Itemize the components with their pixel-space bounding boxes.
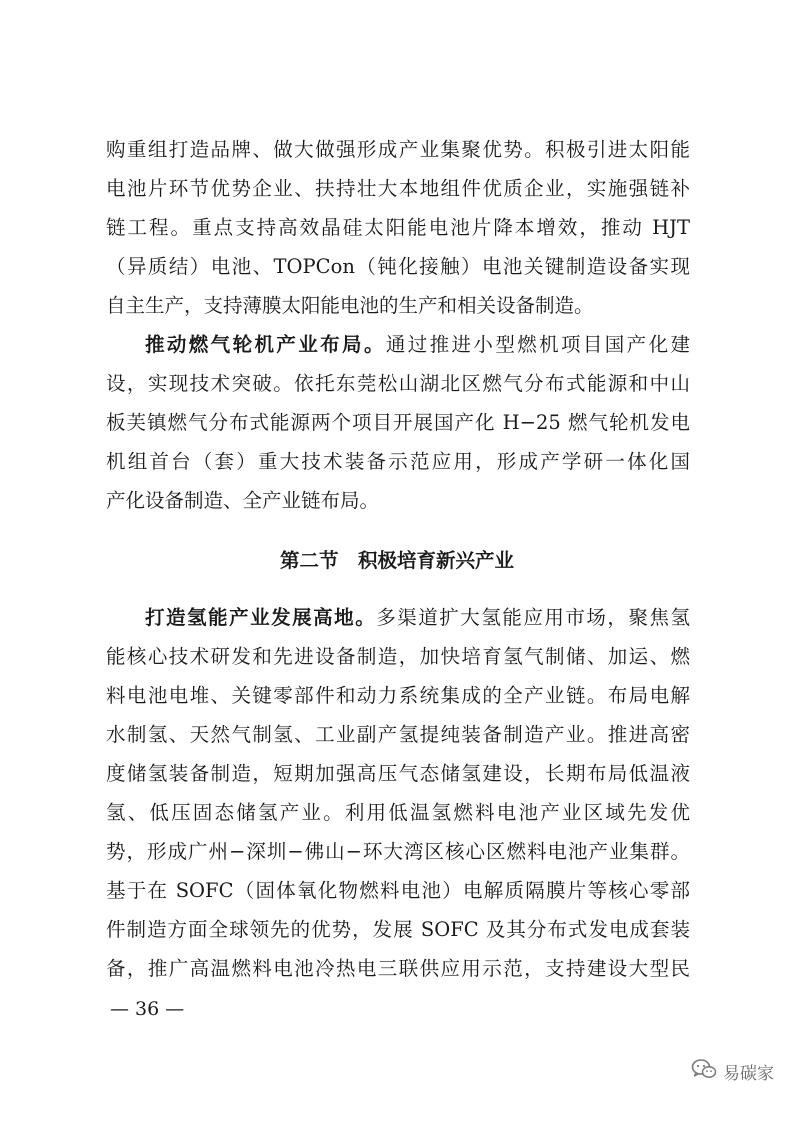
- text-line: [106, 598, 690, 637]
- paragraph-gas-turbine: [106, 325, 690, 520]
- watermark: [691, 1058, 774, 1085]
- text-line: 产化设备制造、全产业链布局。: [106, 489, 380, 512]
- text-line: （异质结）电池、TOPCon（钝化接触）电池关键制造设备实现: [106, 255, 690, 278]
- text-line: 备，推广高温燃料电池冷热电三联供应用示范，支持建设大型民: [106, 957, 690, 980]
- paragraph-solar: [106, 130, 690, 325]
- text-line: 设，实现技术突破。依托东莞松山湖北区燃气分布式能源和中山: [106, 372, 690, 395]
- text-line: 件制造方面全球领先的优势，发展 SOFC 及其分布式发电成套装: [106, 918, 690, 941]
- text-line: 氢、低压固态储氢产业。利用低温氢燃料电池产业区域先发优: [106, 801, 690, 824]
- text-line: 势，形成广州−深圳−佛山−环大湾区核心区燃料电池产业集群。: [106, 840, 690, 863]
- paragraph-lead-rest: 多渠道扩大氢能应用市场，聚焦氢: [376, 606, 690, 629]
- text-line: 链工程。重点支持高效晶硅太阳能电池片降本增效，推动 HJT: [106, 216, 690, 239]
- text-line: [106, 325, 690, 364]
- text-line: 能核心技术研发和先进设备制造，加快培育氢气制储、加运、燃: [106, 645, 690, 668]
- text-line: 基于在 SOFC（固体氧化物燃料电池）电解质隔膜片等核心零部: [106, 879, 690, 902]
- text-line: 度储氢装备制造，短期加强高压气态储氢建设，长期布局低温液: [106, 762, 690, 785]
- section-heading: 第二节 积极培育新兴产业: [279, 549, 514, 572]
- watermark-text: 易碳家: [723, 1064, 774, 1084]
- text-line: 电池片环节优势企业、扶持壮大本地组件优质企业，实施强链补: [106, 177, 690, 200]
- paragraph-lead-rest: 通过推进小型燃机项目国产化建: [385, 333, 690, 356]
- paragraph-hydrogen: [106, 598, 690, 988]
- text-line: 料电池电堆、关键零部件和动力系统集成的全产业链。布局电解: [106, 684, 690, 707]
- text-line: 机组首台（套）重大技术装备示范应用，形成产学研一体化国: [106, 450, 690, 473]
- text-line: 自主生产，支持薄膜太阳能电池的生产和相关设备制造。: [106, 294, 594, 317]
- paragraph-lead: 推动燃气轮机产业布局。: [145, 333, 386, 356]
- paragraph-lead: 打造氢能产业发展高地。: [145, 606, 377, 629]
- page-number: — 36 —: [110, 998, 185, 1020]
- text-line: 购重组打造品牌、做大做强形成产业集聚优势。积极引进太阳能: [106, 138, 690, 161]
- text-line: 板芙镇燃气分布式能源两个项目开展国产化 H−25 燃气轮机发电: [106, 411, 690, 434]
- text-line: 水制氢、天然气制氢、工业副产氢提纯装备制造产业。推进高密: [106, 723, 690, 746]
- wechat-icon: [691, 1058, 717, 1085]
